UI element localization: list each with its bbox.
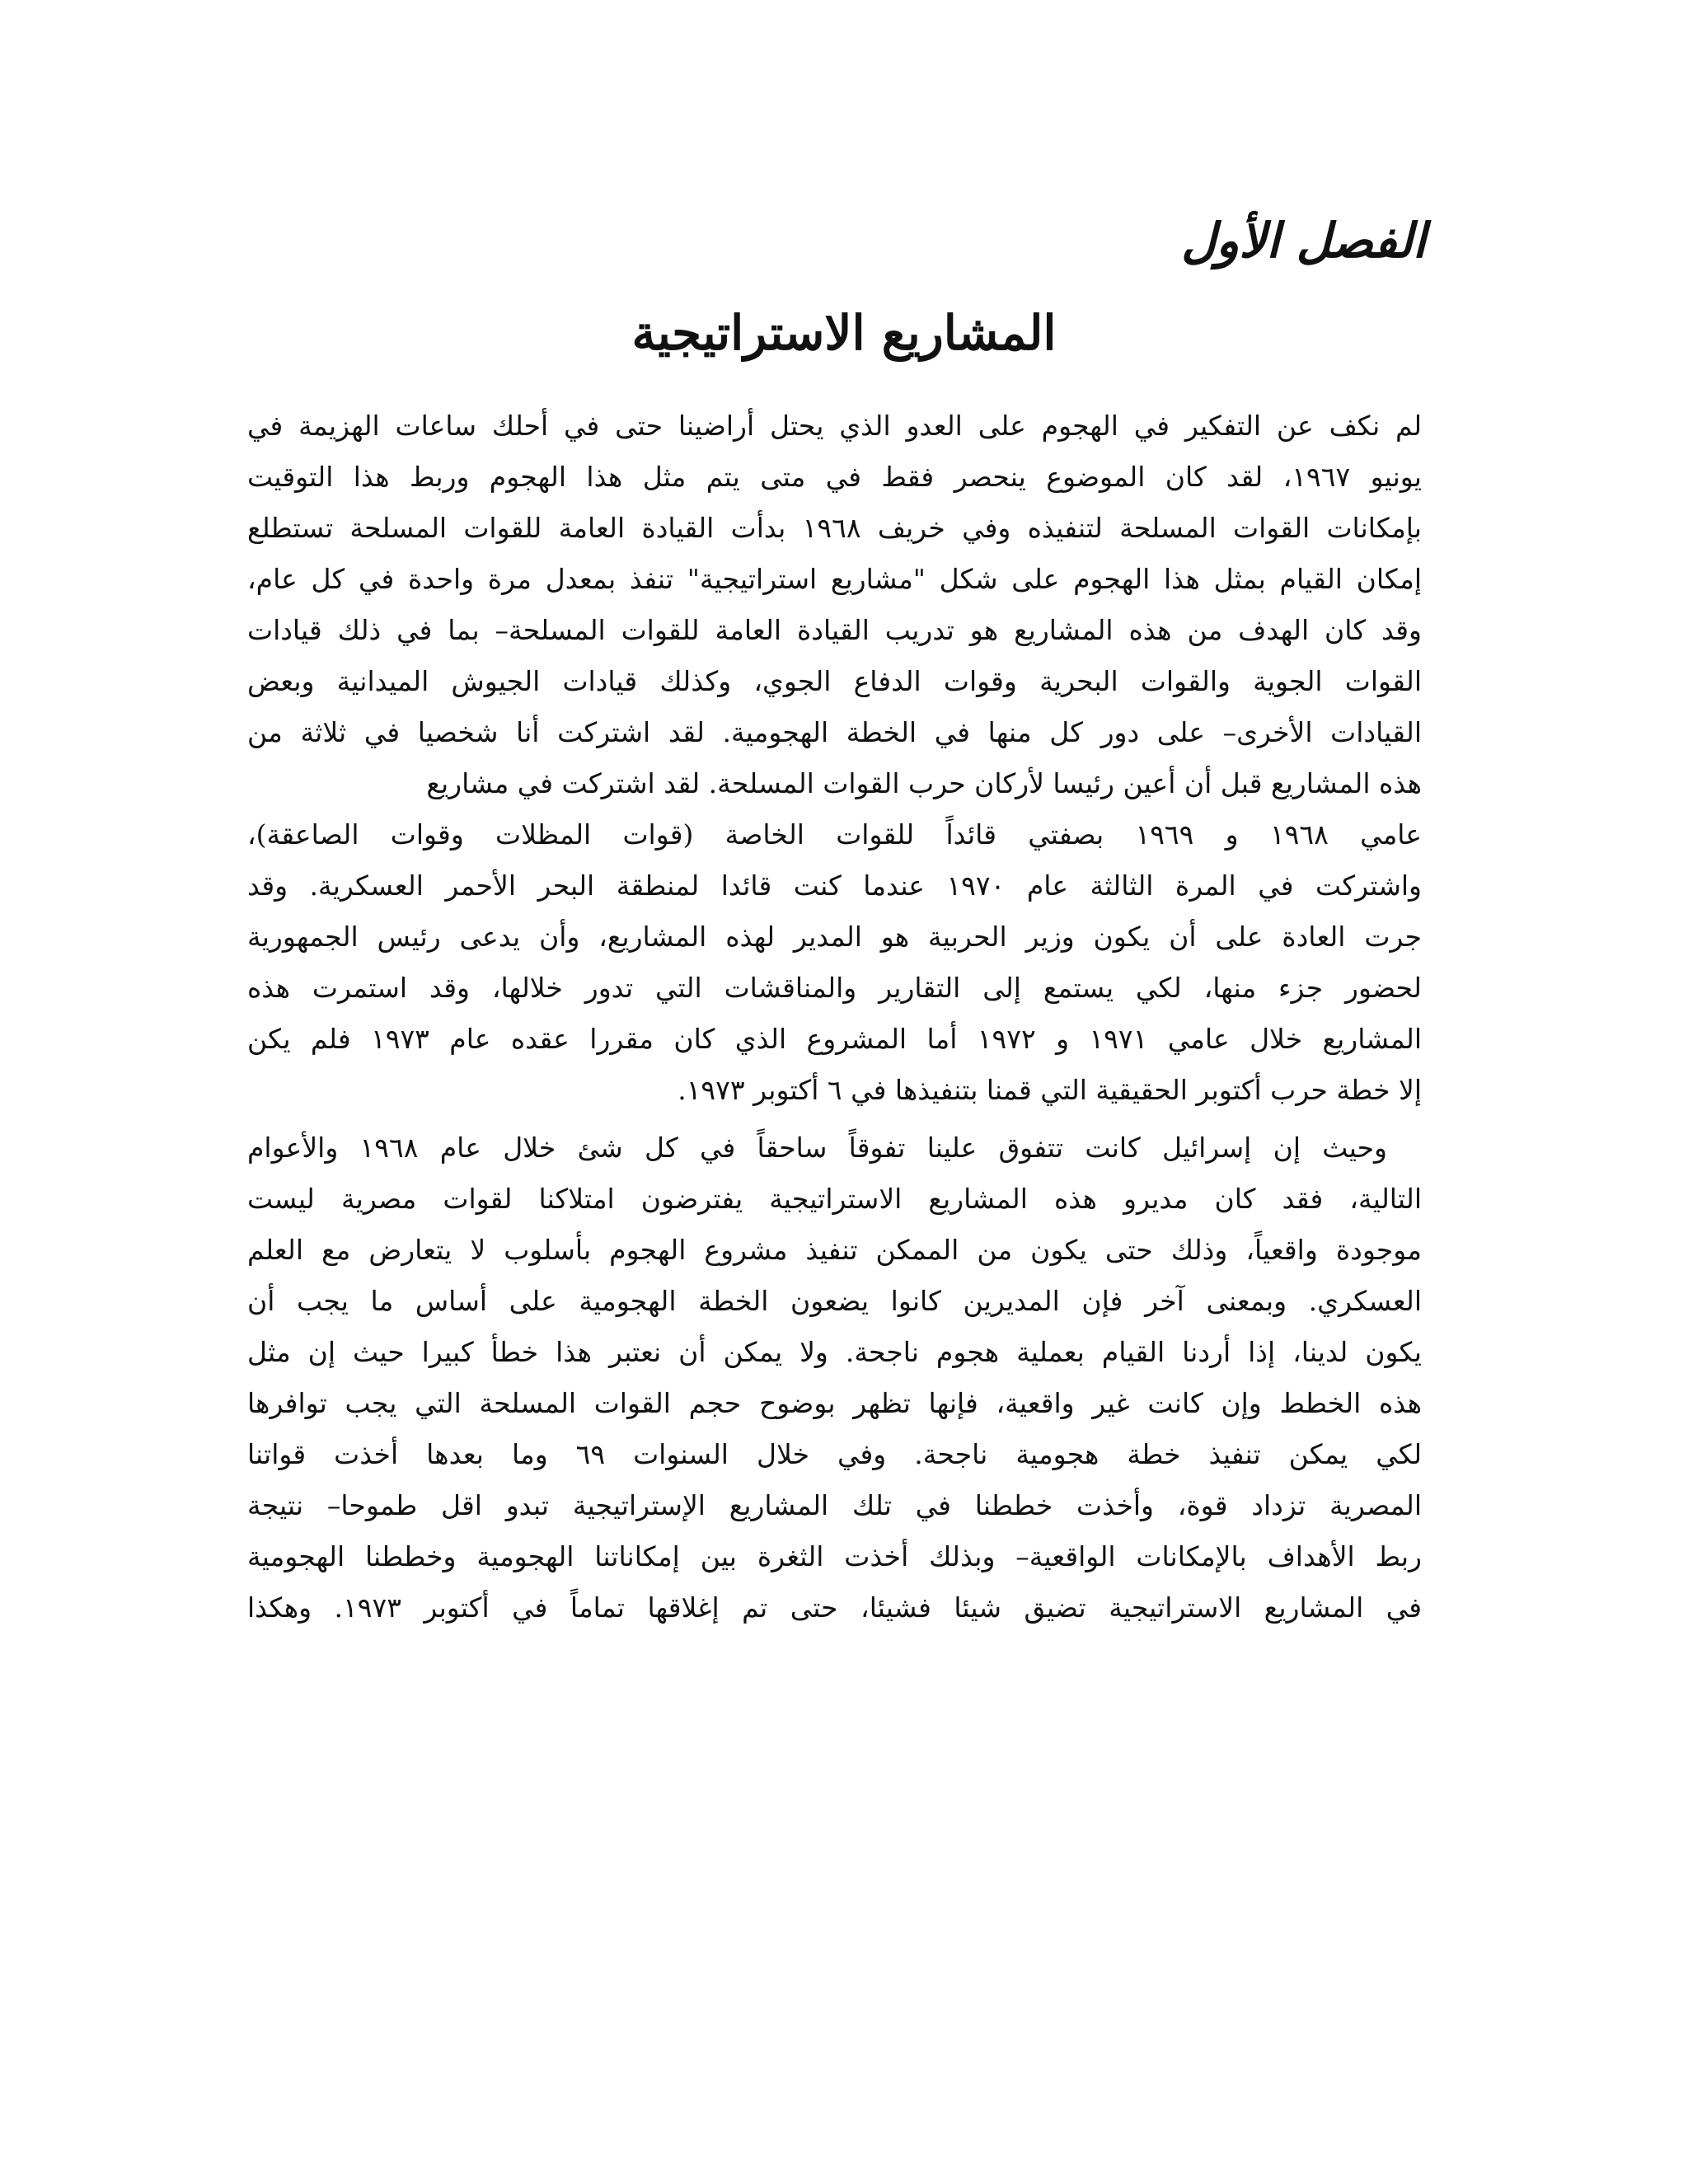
- text-line: لم نكف عن التفكير في الهجوم على العدو الذي يحتل أراضينا حتى في أحلك ساعات الهزيمة في: [247, 410, 1422, 442]
- paragraph-1: [247, 401, 1422, 1116]
- text-line: هذه المشاريع قبل أن أعين رئيسا لأركان حرب القوات المسلحة. لقد اشتركت في مشاريع: [426, 767, 1422, 799]
- body-text: [247, 401, 1422, 1633]
- text-line: إمكان القيام بمثل هذا الهجوم على شكل "مشاريع استراتيجية" تنفذ بمعدل مرة واحدة في كل عام،: [247, 563, 1422, 595]
- text-line: موجودة واقعياً، وذلك حتى يكون من الممكن تنفيذ مشروع الهجوم بأسلوب لا يتعارض مع العلم: [247, 1234, 1422, 1266]
- text-line: التالية، فقد كان مديرو هذه المشاريع الاستراتيجية يفترضون امتلاكنا لقوات مصرية ليست: [247, 1183, 1422, 1215]
- text-line: المشاريع خلال عامي ١٩٧١ و ١٩٧٢ أما المشروع الذي كان مقررا عقده عام ١٩٧٣ فلم يكن: [247, 1023, 1422, 1055]
- text-line: وقد كان الهدف من هذه المشاريع هو تدريب القيادة العامة للقوات المسلحة– بما في ذلك قيادات: [247, 614, 1422, 646]
- text-line: العسكري. وبمعنى آخر فإن المديرين كانوا يضعون الخطة الهجومية على أساس ما يجب أن: [247, 1285, 1422, 1317]
- text-line: لحضور جزء منها، لكي يستمع إلى التقارير والمناقشات التي تدور خلالها، وقد استمرت هذه: [247, 972, 1422, 1004]
- text-line: لكي يمكن تنفيذ خطة هجومية ناجحة. وفي خلال السنوات ٦٩ وما بعدها أخذت قواتنا: [247, 1438, 1422, 1470]
- text-line: في المشاريع الاستراتيجية تضيق شيئا فشيئا، حتى تم إغلاقها تماماً في أكتوبر ١٩٧٣. وهكذا: [247, 1591, 1422, 1624]
- paragraph-gap: [247, 1116, 1422, 1122]
- text-line: بإمكانات القوات المسلحة لتنفيذه وفي خريف ١٩٦٨ بدأت القيادة العامة للقوات المسلحة تستطلع: [247, 512, 1422, 544]
- section-title: المشاريع الاستراتيجية: [631, 305, 1057, 361]
- text-line: إلا خطة حرب أكتوبر الحقيقية التي قمنا بتنفيذها في ٦ أكتوبر ١٩٧٣.: [678, 1074, 1422, 1106]
- chapter-heading: الفصل الأول: [1181, 213, 1426, 269]
- text-line: ربط الأهداف بالإمكانات الواقعية– وبذلك أخذت الثغرة بين إمكاناتنا الهجومية وخططنا الهجومية: [247, 1540, 1422, 1572]
- text-line: عامي ١٩٦٨ و ١٩٦٩ بصفتي قائداً للقوات الخاصة (قوات المظلات وقوات الصاعقة)،: [247, 818, 1422, 851]
- text-line: القيادات الأخرى– على دور كل منها في الخطة الهجومية. لقد اشتركت أنا شخصيا في ثلاثة من: [247, 716, 1422, 748]
- paragraph-2: [247, 1122, 1422, 1633]
- text-line: هذه الخطط وإن كانت غير واقعية، فإنها تظهر بوضوح حجم القوات المسلحة التي يجب توافرها: [247, 1387, 1422, 1419]
- text-line: القوات الجوية والقوات البحرية وقوات الدفاع الجوي، وكذلك قيادات الجيوش الميدانية وبعض: [247, 665, 1422, 697]
- text-line: وحيث إن إسرائيل كانت تتفوق علينا تفوقاً ساحقاً في كل شئ خلال عام ١٩٦٨ والأعوام: [247, 1132, 1387, 1164]
- text-line: المصرية تزداد قوة، وأخذت خططنا في تلك المشاريع الإستراتيجية تبدو اقل طموحا– نتيجة: [247, 1489, 1422, 1521]
- text-line: جرت العادة على أن يكون وزير الحربية هو المدير لهذه المشاريع، وأن يدعى رئيس الجمهورية: [247, 921, 1422, 953]
- text-line: يونيو ١٩٦٧، لقد كان الموضوع ينحصر فقط في متى يتم مثل هذا الهجوم وربط هذا التوقيت: [247, 461, 1422, 493]
- text-line: واشتركت في المرة الثالثة عام ١٩٧٠ عندما كنت قائدا لمنطقة البحر الأحمر العسكرية. وقد: [247, 869, 1422, 902]
- text-line: يكون لدينا، إذا أردنا القيام بعملية هجوم ناجحة. ولا يمكن أن نعتبر هذا خطأ كبيرا حيث إن مثل: [247, 1336, 1422, 1368]
